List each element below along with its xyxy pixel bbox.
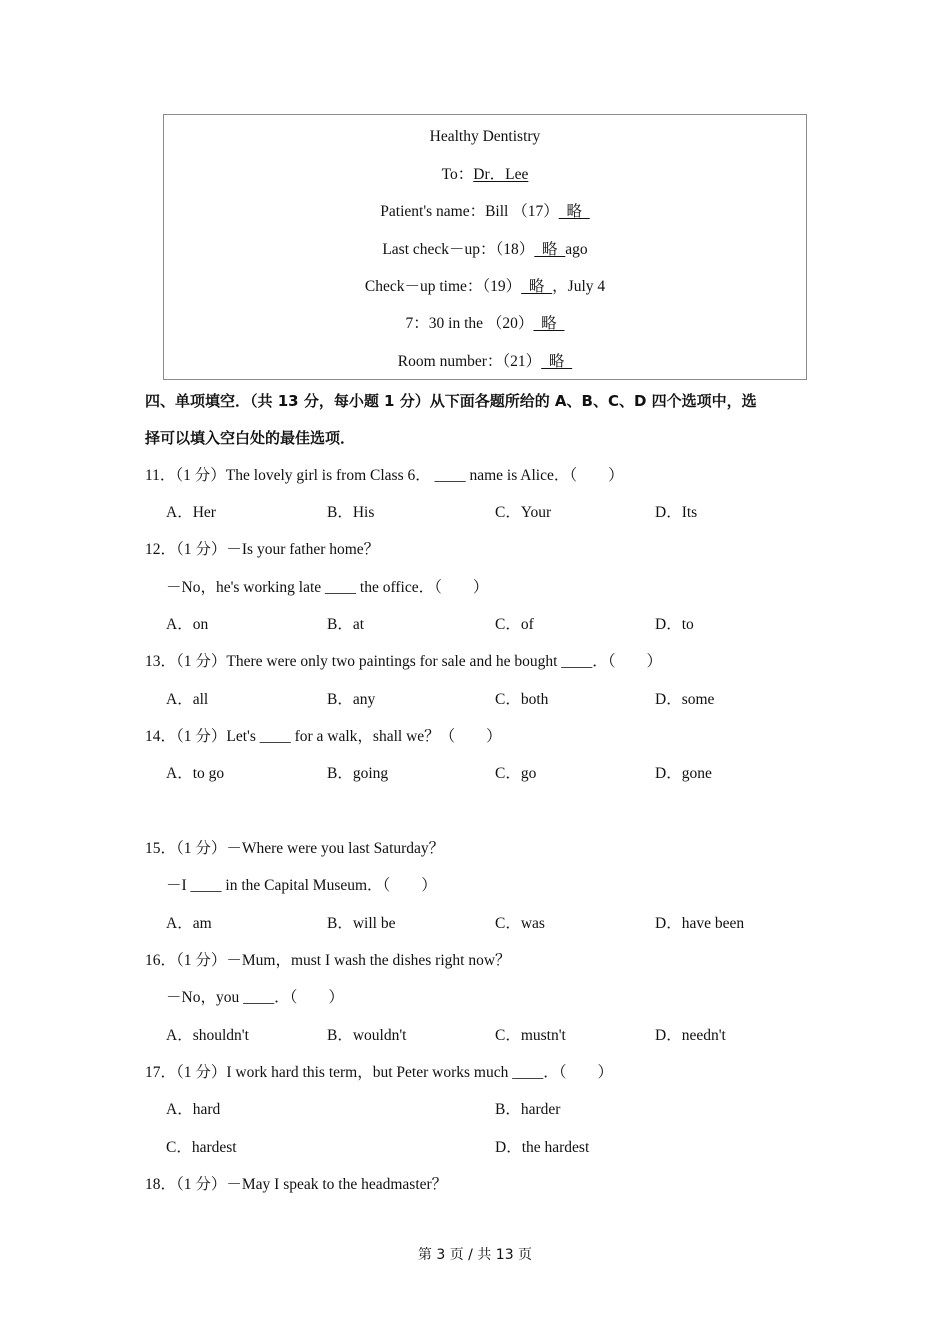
- question-16-option-c: C．mustn't: [495, 1027, 566, 1044]
- question-14-stem: 14．（1 分）Let's ____ for a walk，shall we？（ ）: [145, 728, 502, 745]
- question-13-option-c: C．both: [495, 691, 549, 708]
- question-17-option-d: D．the hardest: [495, 1139, 590, 1156]
- question-11-stem: 11．（1 分）The lovely girl is from Class 6． ____ name is Alice．（ ）: [145, 467, 624, 484]
- question-13-option-b: B．any: [327, 691, 376, 708]
- question-15-stem: 15．（1 分）－Where were you last Saturday？: [145, 840, 445, 857]
- question-16-stem-reply: －No，you ____．（ ）: [166, 989, 344, 1006]
- question-14-option-d: D．gone: [655, 765, 712, 782]
- question-16-option-a: A．shouldn't: [166, 1027, 249, 1044]
- blank-21: 略: [541, 353, 573, 370]
- question-15-stem-reply: －I ____ in the Capital Museum．（ ）: [166, 877, 437, 894]
- blank-20: 略: [533, 315, 565, 332]
- lastcheck-after: ago: [565, 241, 588, 258]
- question-15-option-c: C．was: [495, 915, 545, 932]
- question-17-option-b: B．harder: [495, 1101, 561, 1118]
- blank-19: 略: [521, 278, 553, 295]
- form-checktime-row: [164, 277, 806, 297]
- patient-label: Patient's name：Bill （17）: [380, 203, 559, 220]
- question-11-option-c: C．Your: [495, 504, 552, 521]
- question-12-stem-reply: －No，he's working late ____ the office．（ ）: [166, 579, 489, 596]
- question-16-stem: 16．（1 分）－Mum，must I wash the dishes right now？: [145, 952, 511, 969]
- question-15-option-d: D．have been: [655, 915, 745, 932]
- question-11-option-a: A．Her: [166, 504, 216, 521]
- blank-18: 略: [534, 241, 566, 258]
- question-15-option-b: B．will be: [327, 915, 396, 932]
- question-12-option-d: D．to: [655, 616, 694, 633]
- question-12-option-c: C．of: [495, 616, 534, 633]
- question-16-option-b: B．wouldn't: [327, 1027, 407, 1044]
- section-title-line1: 四、单项填空．（共 13 分，每小题 1 分）从下面各题所给的 A、B、C、D 四个选项中，选: [145, 392, 757, 410]
- question-15-option-a: A．am: [166, 915, 212, 932]
- question-12-stem: 12．（1 分）－Is your father home？: [145, 541, 380, 558]
- room-label: Room number：（21）: [397, 353, 542, 370]
- form-room-row: [164, 352, 806, 372]
- form-lastcheck-row: [164, 240, 806, 260]
- form-time-row: [164, 314, 806, 334]
- blank-17: 略: [558, 203, 590, 220]
- question-12-option-b: B．at: [327, 616, 365, 633]
- question-17-option-a: A．hard: [166, 1101, 221, 1118]
- question-18-stem: 18．（1 分）－May I speak to the headmaster？: [145, 1176, 448, 1193]
- to-label: To：: [441, 166, 474, 183]
- question-14-option-a: A．to go: [166, 765, 225, 782]
- question-17-stem: 17．（1 分）I work hard this term，but Peter works much ____．（ ）: [145, 1064, 613, 1081]
- question-11-option-b: B．His: [327, 504, 375, 521]
- checktime-after: ，July 4: [552, 278, 606, 295]
- time-label: 7：30 in the （20）: [405, 315, 534, 332]
- question-14-option-b: B．going: [327, 765, 389, 782]
- to-value: Dr．Lee: [473, 166, 529, 183]
- question-17-option-c: C．hardest: [166, 1139, 237, 1156]
- form-box: [163, 114, 807, 380]
- checktime-label: Check－up time：（19）: [364, 278, 522, 295]
- question-11-option-d: D．Its: [655, 504, 698, 521]
- form-patient-row: [164, 202, 806, 222]
- lastcheck-label: Last check－up：（18）: [382, 241, 535, 258]
- form-title: Healthy Dentistry: [429, 128, 541, 145]
- question-16-option-d: D．needn't: [655, 1027, 726, 1044]
- section-title-line2: 择可以填入空白处的最佳选项．: [145, 429, 356, 447]
- question-12-option-a: A．on: [166, 616, 209, 633]
- question-13-option-a: A．all: [166, 691, 209, 708]
- question-14-option-c: C．go: [495, 765, 537, 782]
- form-to-row: [164, 165, 806, 185]
- question-13-option-d: D．some: [655, 691, 715, 708]
- page-footer: 第 3 页 / 共 13 页: [417, 1247, 533, 1263]
- question-13-stem: 13．（1 分）There were only two paintings for sale and he bought ____．（ ）: [145, 653, 663, 670]
